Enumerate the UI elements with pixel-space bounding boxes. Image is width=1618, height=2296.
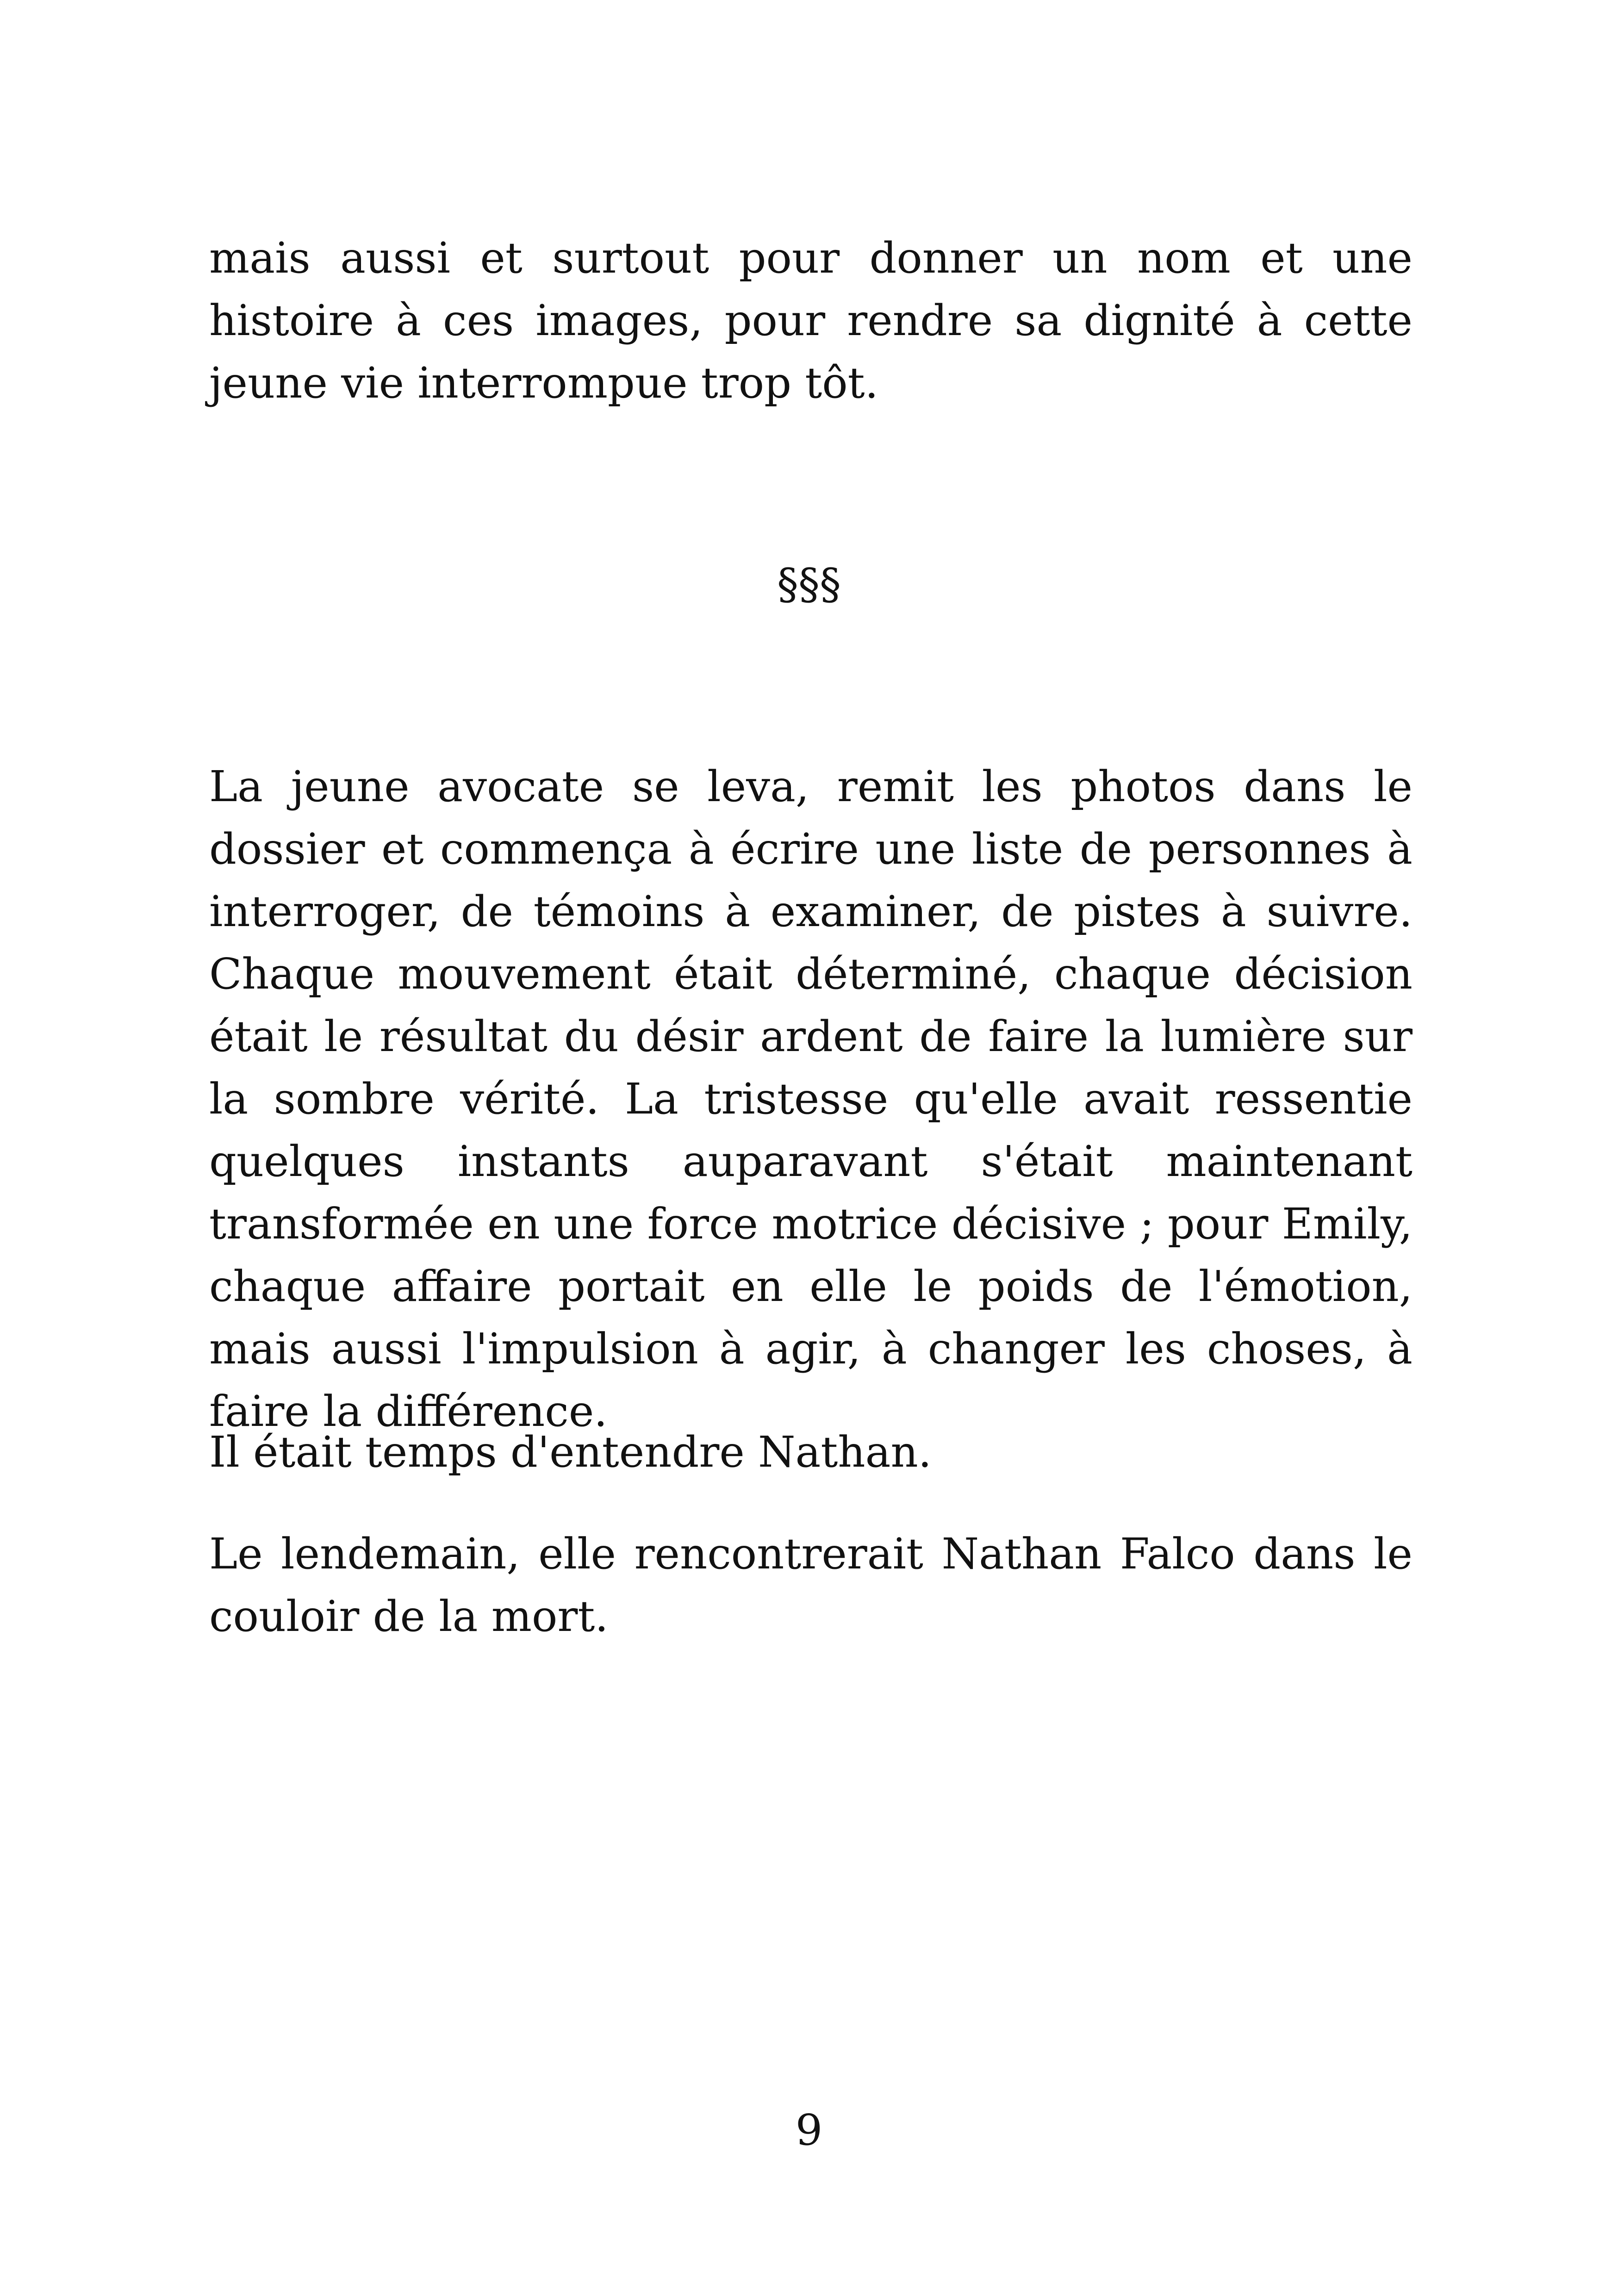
page-number: 9 [795, 2105, 823, 2155]
section-separator: §§§ [777, 560, 841, 609]
paragraph-4: Le lendemain, elle rencontrerait Nathan Falco dans le couloir de la mort. [209, 1529, 1413, 1641]
paragraph-3: Il était temps d'entendre Nathan. [209, 1427, 932, 1477]
paragraph-2: La jeune avocate se leva, remit les photos dans le dossier et commença à écrire une liste de personnes à interroger, de témoins à examiner, de pistes à suivre. Chaque mouvement était déterminé, chaque décision était le résultat du désir ardent de faire la lumière sur la sombre vérité. La tristesse qu'elle avait ressentie quelques instants auparavant s'était maintenant transformée en une force motrice décisive ; pour Emily, chaque affaire portait en elle le poids de l'émotion, mais aussi l'impulsion à agir, à changer les choses, à faire la différence. [209, 762, 1413, 1436]
paragraph-1: mais aussi et surtout pour donner un nom et une histoire à ces images, pour rendre sa dignité à cette jeune vie interrompue trop tôt. [209, 233, 1413, 408]
